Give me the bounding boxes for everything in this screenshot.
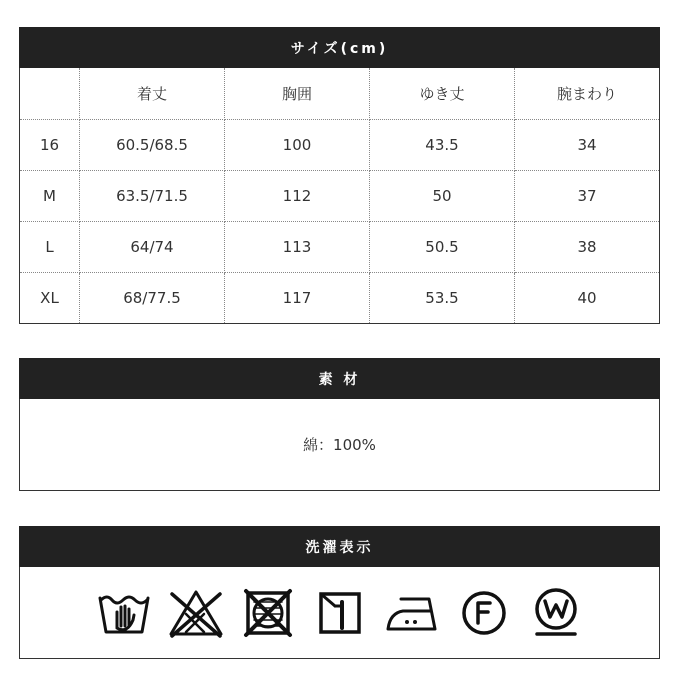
table-cell: 100 [225, 119, 370, 170]
care-icons-row [19, 567, 660, 659]
table-cell: 50.5 [370, 221, 515, 272]
size-table [19, 68, 660, 324]
care-header: 洗濯表示 [19, 526, 660, 567]
no-tumble-dry-icon [232, 583, 304, 643]
size-label-cell: L [20, 221, 80, 272]
material-section [19, 358, 660, 491]
size-label-cell: XL [20, 272, 80, 323]
table-cell: 68/77.5 [80, 272, 225, 323]
table-cell: 63.5/71.5 [80, 170, 225, 221]
table-row [20, 272, 660, 323]
care-section [19, 526, 660, 659]
hand-wash-icon [88, 583, 160, 643]
table-row [20, 221, 660, 272]
table-row [20, 119, 660, 170]
table-cell: 117 [225, 272, 370, 323]
table-cell: 64/74 [80, 221, 225, 272]
table-header-cell: 胸囲 [225, 68, 370, 119]
table-cell: 60.5/68.5 [80, 119, 225, 170]
table-cell: 40 [577, 288, 597, 307]
table-row [20, 170, 660, 221]
size-label-cell: M [20, 170, 80, 221]
table-cell: 38 [515, 221, 660, 272]
table-header-cell: ゆき丈 [370, 68, 515, 119]
table-header-cell [20, 68, 80, 119]
iron-low-icon [376, 583, 448, 643]
table-header-cell: 腕まわり [515, 68, 660, 119]
material-text: 綿：100% [303, 436, 376, 454]
table-cell: 113 [225, 221, 370, 272]
table-header-cell: 着丈 [80, 68, 225, 119]
size-section [19, 27, 660, 324]
table-cell: 34 [515, 119, 660, 170]
size-header: サイズ(cm) [19, 27, 660, 68]
wet-clean-w-icon [520, 583, 592, 643]
table-cell: 112 [225, 170, 370, 221]
table-cell: 53.5 [370, 272, 515, 323]
table-cell: 43.5 [370, 119, 515, 170]
line-dry-shade-icon [304, 583, 376, 643]
material-header: 素 材 [19, 358, 660, 399]
table-cell: 50 [370, 170, 515, 221]
material-body [19, 399, 660, 491]
dry-clean-f-icon [448, 583, 520, 643]
size-label-cell: 16 [20, 119, 80, 170]
table-header-row [20, 68, 660, 119]
no-bleach-icon [160, 583, 232, 643]
table-cell: 37 [515, 170, 660, 221]
